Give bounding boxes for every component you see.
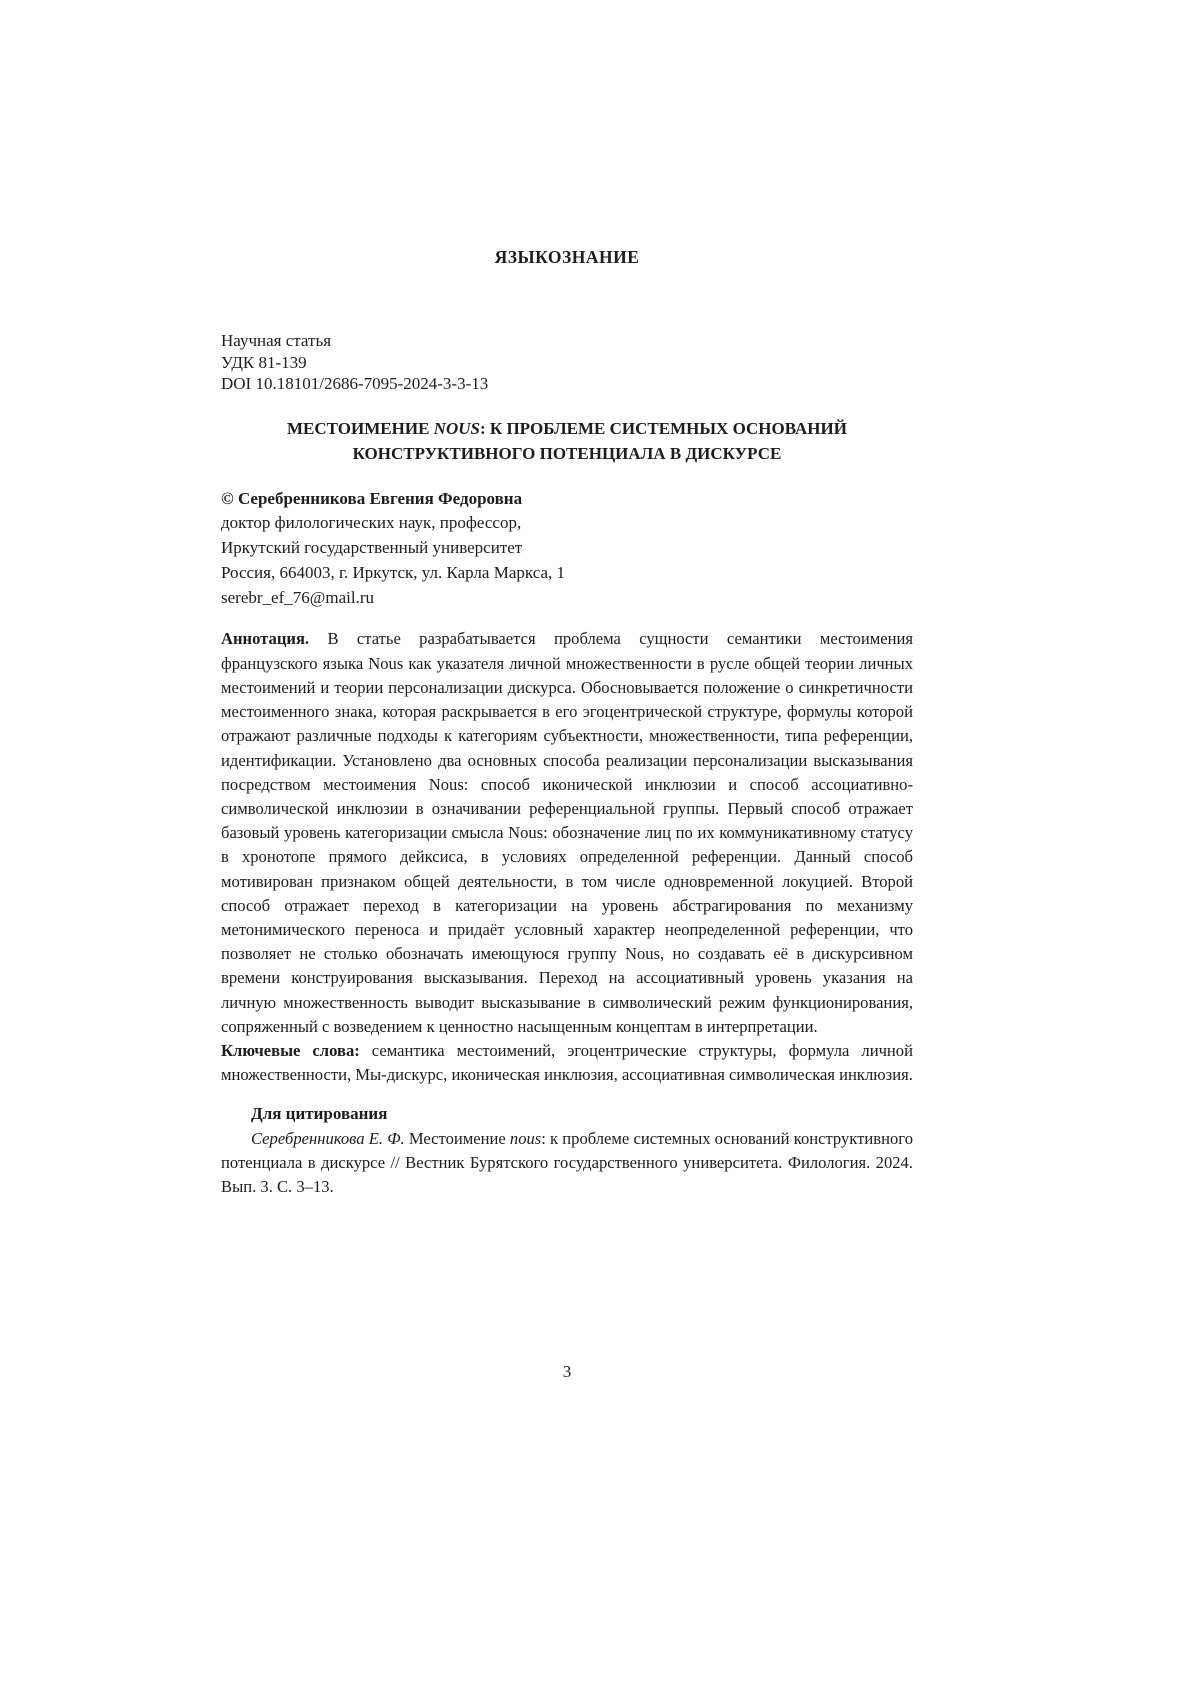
text-block bbox=[221, 0, 913, 1199]
keywords-paragraph bbox=[221, 1039, 913, 1087]
keywords-text: семантика местоимений, эгоцентрические структуры, формула личной множественности, Мы-дискурс, иконическая инклюзия, ассоциативная символическая инклюзия. bbox=[221, 1040, 913, 1085]
citation-paragraph bbox=[221, 1127, 913, 1200]
keywords-label: Ключевые слова: bbox=[221, 1040, 360, 1060]
section-header: ЯЗЫКОЗНАНИЕ bbox=[494, 247, 640, 267]
abstract-label: Аннотация. bbox=[221, 629, 310, 649]
page-number: 3 bbox=[562, 1362, 572, 1381]
article-title-part2: : К ПРОБЛЕМЕ СИСТЕМНЫХ ОСНОВАНИЙ КОНСТРУКТИВНОГО ПОТЕНЦИАЛА В ДИСКУРСЕ bbox=[352, 418, 847, 463]
author-address: Россия, 664003, г. Иркутск, ул. Карла Маркса, 1 bbox=[221, 562, 566, 582]
article-type: Научная статья bbox=[221, 331, 332, 350]
citation-part1: Местоимение bbox=[404, 1128, 510, 1148]
abstract-paragraph bbox=[221, 627, 913, 1038]
author-email: serebr_ef_76@mail.ru bbox=[221, 587, 375, 607]
author-affiliation: Иркутский государственный университет bbox=[221, 538, 523, 558]
article-title-part1: МЕСТОИМЕНИЕ bbox=[287, 418, 434, 438]
author-name: © Серебренникова Евгения Федоровна bbox=[221, 488, 523, 508]
udc-code: УДК 81-139 bbox=[221, 352, 307, 372]
article-meta bbox=[221, 330, 913, 395]
citation-heading: Для цитирования bbox=[251, 1104, 388, 1124]
author-degree: доктор филологических наук, профессор, bbox=[221, 513, 522, 533]
citation-part2: : к проблеме системных оснований конструктивного потенциала в дискурсе // Вестник Бурятского государственного университета. Филология. 2024. Вып. 3. С. 3–13. bbox=[221, 1128, 913, 1196]
article-title-italic: NOUS bbox=[433, 418, 480, 438]
citation-italic: nous bbox=[509, 1128, 542, 1148]
citation-author: Серебренникова Е. Ф. bbox=[251, 1128, 405, 1148]
author-block bbox=[221, 487, 913, 611]
article-title bbox=[221, 416, 913, 466]
abstract-text: В статье разрабатывается проблема сущности семантики местоимения французского языка Nous как указателя личной множественности в русле общей теории личных местоимений и теории персонализации дискурса. Обосновывается положение о синкретичности местоименного знака, которая раскрывается в его эгоцентрической структуре, формулы которой отражают различные подходы к категориям субъектности, множественности, типа референции, идентификации. Установлено два основных способа реализации персонализации высказывания посредством местоимения Nous: способ иконической инклюзии и способ ассоциативно-символической инклюзии в означивании референциальной группы. Первый способ отражает базовый уровень категоризации смысла Nous: обозначение лиц по их коммуникативному статусу в хронотопе прямого дейксиса, в условиях определенной референции. Данный способ мотивирован признаком общей деятельности, в том числе одновременной локуцией. Второй способ отражает переход в категоризации на уровень абстрагирования по механизму метонимического переноса и придаёт условный характер неопределенной референции, что позволяет не столько обозначать имеющуюся группу Nous, но создавать её в дискурсивном времени конструирования высказывания. Переход на ассоциативный уровень указания на личную множественность выводит высказывание в символический режим функционирования, сопряженный с возведением к ценностно насыщенным концептам в интерпретации. bbox=[221, 629, 913, 1036]
doi-code: DOI 10.18101/2686-7095-2024-3-3-13 bbox=[221, 374, 489, 393]
